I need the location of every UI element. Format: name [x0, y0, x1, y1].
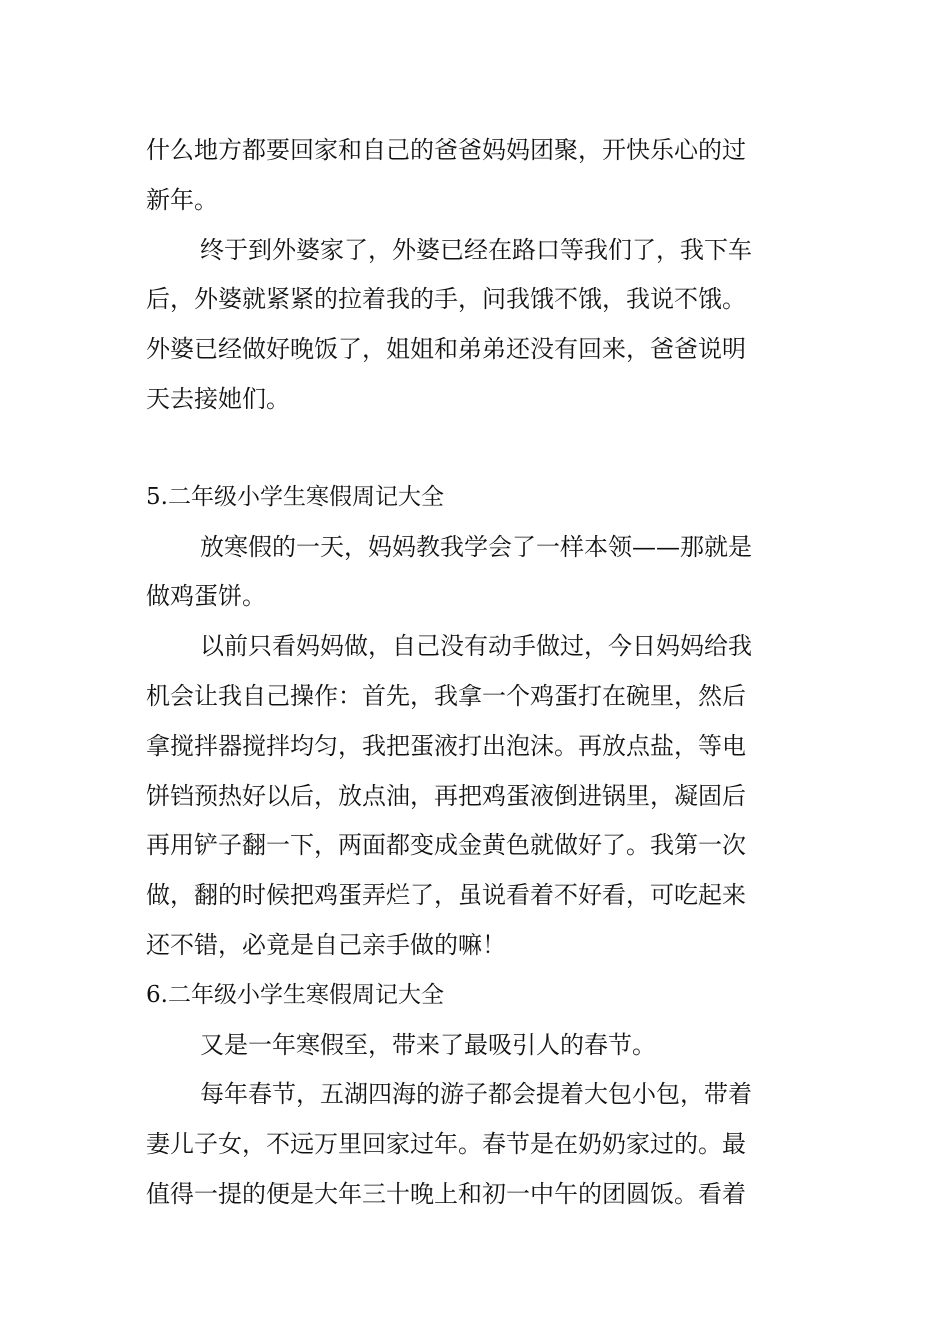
text-line: 外婆已经做好晚饭了，姐姐和弟弟还没有回来，爸爸说明 — [146, 335, 746, 364]
text-line: 再用铲子翻一下，两面都变成金黄色就做好了。我第一次 — [146, 831, 746, 860]
section-5-paragraph-2 — [146, 622, 806, 971]
text-line: 拿搅拌器搅拌均匀，我把蛋液打出泡沫。再放点盐，等电 — [146, 731, 746, 760]
text-line: 天去接她们。 — [146, 384, 290, 413]
text-line: 做鸡蛋饼。 — [146, 582, 266, 611]
text-line: 又是一年寒假至，带来了最吸引人的春节。 — [200, 1030, 656, 1059]
text-line: 新年。 — [146, 185, 218, 214]
text-line: 放寒假的一天，妈妈教我学会了一样本领——那就是 — [200, 532, 752, 561]
text-line: 机会让我自己操作：首先，我拿一个鸡蛋打在碗里，然后 — [146, 681, 746, 710]
section-6-paragraph-1 — [146, 1021, 806, 1071]
section-gap — [146, 425, 806, 473]
paragraph-continued-2 — [146, 226, 806, 425]
paragraph-continued-1 — [146, 126, 806, 226]
text-line: 做，翻的时候把鸡蛋弄烂了，虽说看着不好看，可吃起来 — [146, 881, 746, 910]
text-line: 还不错，必竟是自己亲手做的嘛！ — [146, 930, 506, 959]
text-line: 妻儿子女，不远万里回家过年。春节是在奶奶家过的。最 — [146, 1130, 746, 1159]
document-page — [146, 126, 806, 1220]
text-line: 饼铛预热好以后，放点油，再把鸡蛋液倒进锅里，凝固后 — [146, 781, 746, 810]
section-5-title: 5.二年级小学生寒假周记大全 — [146, 483, 444, 510]
text-line: 后，外婆就紧紧的拉着我的手，问我饿不饿，我说不饿。 — [146, 285, 746, 314]
text-line: 终于到外婆家了，外婆已经在路口等我们了，我下车 — [200, 235, 752, 264]
section-6-title: 6.二年级小学生寒假周记大全 — [146, 981, 444, 1008]
text-line: 每年春节，五湖四海的游子都会提着大包小包，带着 — [200, 1080, 752, 1109]
section-6-paragraph-2 — [146, 1070, 806, 1219]
section-5-paragraph-1 — [146, 523, 806, 623]
text-line: 以前只看妈妈做，自己没有动手做过，今日妈妈给我 — [200, 632, 752, 661]
text-line: 什么地方都要回家和自己的爸爸妈妈团聚，开快乐心的过 — [146, 136, 746, 164]
text-line: 值得一提的便是大年三十晚上和初一中午的团圆饭。看着 — [146, 1179, 746, 1208]
